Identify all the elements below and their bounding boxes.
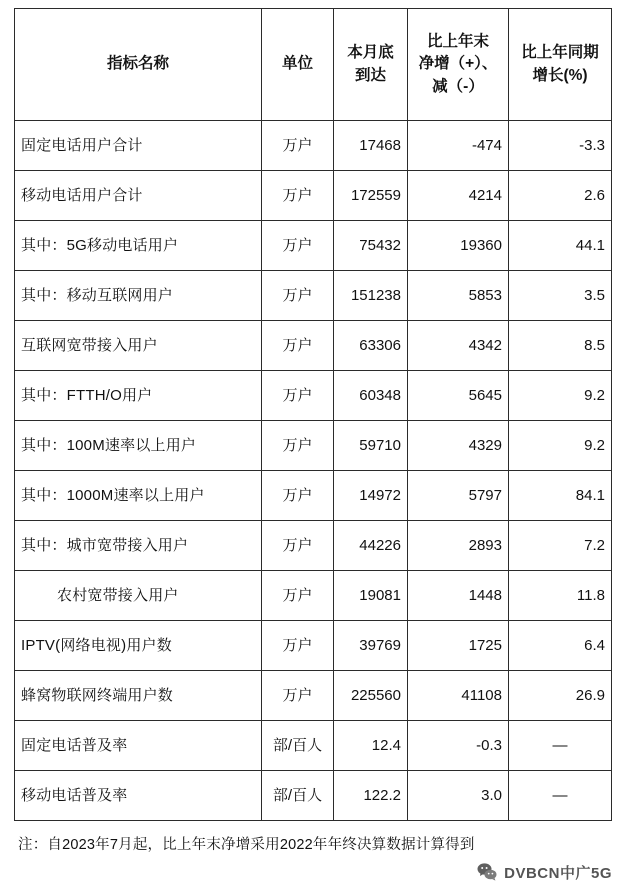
table-footnote: 注：自2023年7月起，比上年末净增采用2022年年终决算数据计算得到: [18, 837, 475, 853]
row-unit: 万户: [262, 121, 334, 171]
row-unit: 部/百人: [262, 721, 334, 771]
row-net-increase: 5645: [408, 371, 509, 421]
row-net-increase: 2893: [408, 521, 509, 571]
table-header: [15, 9, 612, 121]
column-header-unit-line1: 单位: [281, 55, 313, 73]
row-net-increase: 1448: [408, 571, 509, 621]
table-row: [15, 221, 612, 271]
row-month-end: 44226: [334, 521, 408, 571]
table-row: [15, 671, 612, 721]
row-yoy-growth: —: [509, 721, 612, 771]
table-row: [15, 171, 612, 221]
row-label: 蜂窝物联网终端用户数: [15, 671, 262, 721]
row-yoy-growth: 84.1: [509, 471, 612, 521]
column-header-yoy-growth: [509, 9, 612, 121]
row-label: 其中：100M速率以上用户: [15, 421, 262, 471]
table-row: [15, 571, 612, 621]
row-net-increase: 5853: [408, 271, 509, 321]
table-row: [15, 271, 612, 321]
column-header-indicator: [15, 9, 262, 121]
row-yoy-growth: —: [509, 771, 612, 821]
column-header-month-end: [334, 9, 408, 121]
row-label: 其中：5G移动电话用户: [15, 221, 262, 271]
row-label: IPTV(网络电视)用户数: [15, 621, 262, 671]
row-yoy-growth: 3.5: [509, 271, 612, 321]
wechat-logo-icon: [476, 861, 498, 883]
row-net-increase: 4214: [408, 171, 509, 221]
row-net-increase: 19360: [408, 221, 509, 271]
column-header-net-increase-lines: [412, 31, 504, 98]
column-header-month-end-lines: [338, 42, 403, 87]
column-header-yoy-growth-line1: 比上年同期: [521, 44, 599, 62]
row-yoy-growth: 26.9: [509, 671, 612, 721]
row-yoy-growth: 11.8: [509, 571, 612, 621]
row-label: 其中：移动互联网用户: [15, 271, 262, 321]
row-net-increase: 4329: [408, 421, 509, 471]
row-month-end: 122.2: [334, 771, 408, 821]
row-yoy-growth: 7.2: [509, 521, 612, 571]
table-row: [15, 521, 612, 571]
row-unit: 万户: [262, 521, 334, 571]
column-header-yoy-growth-lines: [513, 42, 607, 87]
row-month-end: 17468: [334, 121, 408, 171]
table-row: [15, 621, 612, 671]
column-header-unit: [262, 9, 334, 121]
row-net-increase: -474: [408, 121, 509, 171]
row-yoy-growth: 44.1: [509, 221, 612, 271]
row-label: 移动电话普及率: [15, 771, 262, 821]
row-month-end: 19081: [334, 571, 408, 621]
column-header-yoy-growth-line2: 增长(%): [532, 66, 588, 84]
row-label: 互联网宽带接入用户: [15, 321, 262, 371]
row-net-increase: 3.0: [408, 771, 509, 821]
row-month-end: 75432: [334, 221, 408, 271]
row-unit: 万户: [262, 321, 334, 371]
telecom-statistics-table: [14, 8, 612, 821]
row-month-end: 63306: [334, 321, 408, 371]
row-unit: 万户: [262, 471, 334, 521]
table-row: [15, 421, 612, 471]
row-unit: 万户: [262, 371, 334, 421]
row-yoy-growth: 6.4: [509, 621, 612, 671]
table-row: [15, 471, 612, 521]
row-yoy-growth: 8.5: [509, 321, 612, 371]
row-unit: 万户: [262, 621, 334, 671]
row-label: 移动电话用户合计: [15, 171, 262, 221]
row-net-increase: 5797: [408, 471, 509, 521]
column-header-net-increase: [408, 9, 509, 121]
row-month-end: 59710: [334, 421, 408, 471]
column-header-net-increase-line3: 减（-）: [432, 77, 484, 95]
row-unit: 万户: [262, 571, 334, 621]
column-header-month-end-line1: 本月底: [347, 44, 394, 62]
table-body: [15, 121, 612, 821]
row-net-increase: 4342: [408, 321, 509, 371]
row-unit: 万户: [262, 271, 334, 321]
row-unit: 部/百人: [262, 771, 334, 821]
row-label: 固定电话用户合计: [15, 121, 262, 171]
table-row: [15, 771, 612, 821]
column-header-indicator-lines: [19, 53, 257, 75]
row-label: 其中：城市宽带接入用户: [15, 521, 262, 571]
row-month-end: 151238: [334, 271, 408, 321]
row-month-end: 14972: [334, 471, 408, 521]
column-header-month-end-line2: 到达: [354, 66, 386, 84]
row-net-increase: 41108: [408, 671, 509, 721]
column-header-net-increase-line2: 净增（+）、: [418, 55, 498, 73]
row-yoy-growth: 2.6: [509, 171, 612, 221]
row-label: 其中：1000M速率以上用户: [15, 471, 262, 521]
table-row: [15, 321, 612, 371]
row-month-end: 172559: [334, 171, 408, 221]
table-header-row: [15, 9, 612, 121]
row-unit: 万户: [262, 171, 334, 221]
row-net-increase: 1725: [408, 621, 509, 671]
watermark: [476, 861, 612, 883]
row-label: 农村宽带接入用户: [15, 571, 262, 621]
watermark-text: DVBCN中广5G: [504, 864, 612, 882]
row-unit: 万户: [262, 421, 334, 471]
row-yoy-growth: 9.2: [509, 421, 612, 471]
table-row: [15, 721, 612, 771]
table-row: [15, 371, 612, 421]
row-month-end: 12.4: [334, 721, 408, 771]
row-unit: 万户: [262, 221, 334, 271]
row-yoy-growth: -3.3: [509, 121, 612, 171]
row-month-end: 225560: [334, 671, 408, 721]
table-row: [15, 121, 612, 171]
row-month-end: 60348: [334, 371, 408, 421]
column-header-unit-lines: [266, 53, 329, 75]
column-header-indicator-line1: 指标名称: [106, 55, 169, 73]
row-yoy-growth: 9.2: [509, 371, 612, 421]
row-unit: 万户: [262, 671, 334, 721]
row-label: 其中：FTTH/O用户: [15, 371, 262, 421]
row-label: 固定电话普及率: [15, 721, 262, 771]
column-header-net-increase-line1: 比上年末: [426, 32, 489, 50]
row-month-end: 39769: [334, 621, 408, 671]
row-net-increase: -0.3: [408, 721, 509, 771]
